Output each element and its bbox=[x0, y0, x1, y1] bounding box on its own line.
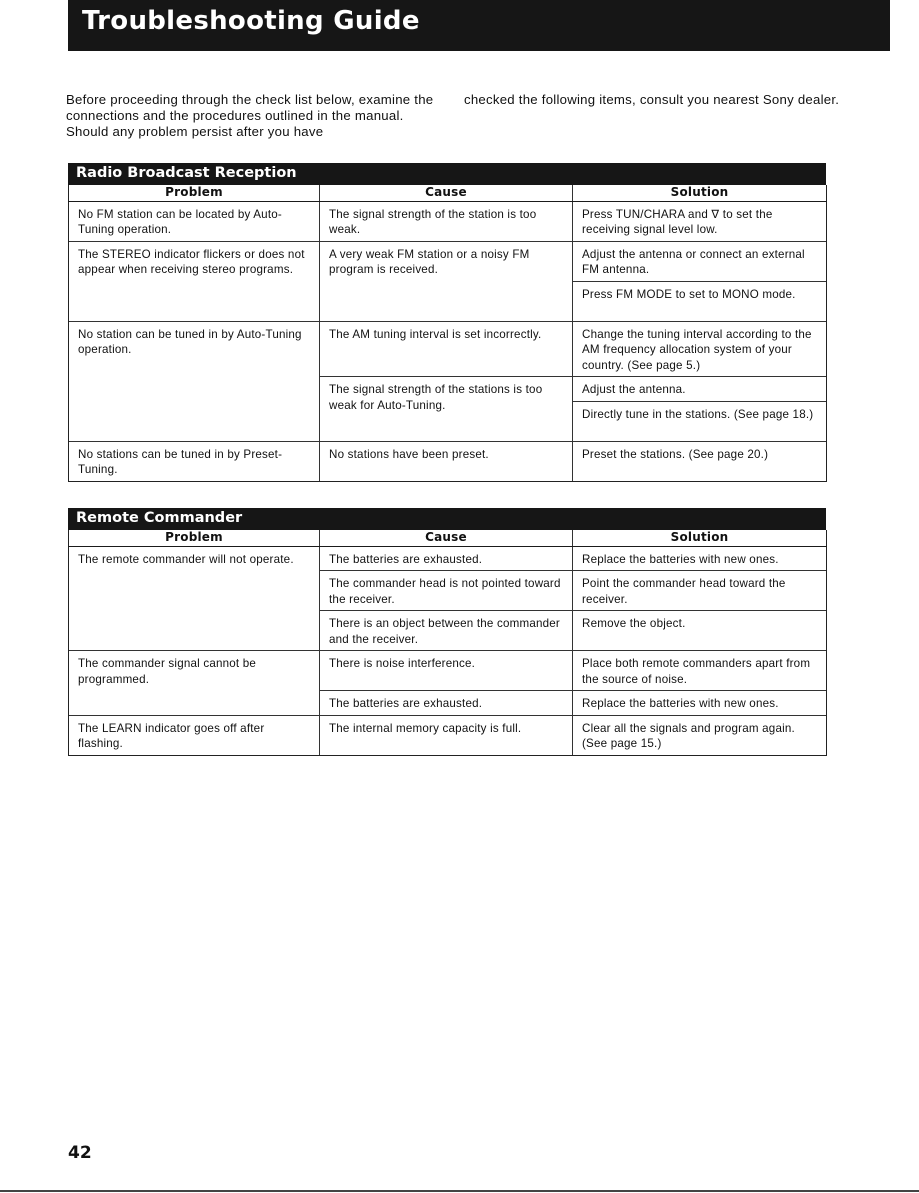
problem-cell: The commander signal cannot be programmed. bbox=[69, 651, 320, 716]
table-row bbox=[69, 651, 827, 691]
column-header-solution: Solution bbox=[573, 530, 827, 546]
title-bar bbox=[68, 0, 890, 51]
problem-cell: The STEREO indicator flickers or does not appear when receiving stereo programs. bbox=[69, 241, 320, 321]
cause-cell: There is an object between the commander and the receiver. bbox=[320, 611, 573, 651]
section-title-remote: Remote Commander bbox=[76, 510, 243, 526]
column-header-problem: Problem bbox=[69, 530, 320, 546]
section-title-radio: Radio Broadcast Reception bbox=[76, 165, 297, 181]
column-header-solution: Solution bbox=[573, 185, 827, 201]
solution-cell: Press TUN/CHARA and ∇ to set the receiving signal level low. bbox=[573, 201, 827, 241]
cause-cell: The signal strength of the station is too weak. bbox=[320, 201, 573, 241]
section-header-remote bbox=[68, 508, 826, 530]
solution-cell: Adjust the antenna. bbox=[573, 377, 827, 402]
solution-cell: Place both remote commanders apart from the source of noise. bbox=[573, 651, 827, 691]
solution-cell: Change the tuning interval according to the AM frequency allocation system of your country. (See page 5.) bbox=[573, 321, 827, 377]
intro-text-right: checked the following items, consult you nearest Sony dealer. bbox=[464, 92, 840, 107]
page-number: 42 bbox=[68, 1143, 92, 1163]
solution-cell: Press FM MODE to set to MONO mode. bbox=[573, 281, 827, 321]
solution-cell: Adjust the antenna or connect an external FM antenna. bbox=[573, 241, 827, 281]
table-header-row bbox=[69, 185, 827, 201]
problem-cell: The LEARN indicator goes off after flashing. bbox=[69, 715, 320, 755]
page-title: Troubleshooting Guide bbox=[82, 6, 420, 36]
cause-cell: A very weak FM station or a noisy FM program is received. bbox=[320, 241, 573, 321]
table-row bbox=[69, 546, 827, 571]
cause-cell: No stations have been preset. bbox=[320, 441, 573, 481]
cause-cell: The AM tuning interval is set incorrectly. bbox=[320, 321, 573, 377]
section-header-radio bbox=[68, 163, 826, 185]
bottom-rule bbox=[0, 1190, 919, 1192]
radio-troubleshooting-table bbox=[68, 185, 827, 482]
column-header-problem: Problem bbox=[69, 185, 320, 201]
problem-cell: No station can be tuned in by Auto-Tuning operation. bbox=[69, 321, 320, 441]
solution-cell: Clear all the signals and program again. (See page 15.) bbox=[573, 715, 827, 755]
problem-cell: The remote commander will not operate. bbox=[69, 546, 320, 651]
cause-cell: The batteries are exhausted. bbox=[320, 546, 573, 571]
intro-text-left: Before proceeding through the check list below, examine the connections and the procedures outlined in the manual. Should any problem persist after you have bbox=[66, 92, 434, 139]
cause-cell: The internal memory capacity is full. bbox=[320, 715, 573, 755]
solution-cell: Point the commander head toward the receiver. bbox=[573, 571, 827, 611]
solution-cell: Preset the stations. (See page 20.) bbox=[573, 441, 827, 481]
cause-cell: There is noise interference. bbox=[320, 651, 573, 691]
solution-cell: Replace the batteries with new ones. bbox=[573, 691, 827, 716]
table-row bbox=[69, 441, 827, 481]
solution-cell: Directly tune in the stations. (See page 18.) bbox=[573, 401, 827, 441]
problem-cell: No stations can be tuned in by Preset-Tuning. bbox=[69, 441, 320, 481]
table-row bbox=[69, 201, 827, 241]
problem-cell: No FM station can be located by Auto-Tuning operation. bbox=[69, 201, 320, 241]
solution-cell: Remove the object. bbox=[573, 611, 827, 651]
cause-cell: The batteries are exhausted. bbox=[320, 691, 573, 716]
table-row bbox=[69, 321, 827, 377]
table-header-row bbox=[69, 530, 827, 546]
table-row bbox=[69, 715, 827, 755]
cause-cell: The signal strength of the stations is too weak for Auto-Tuning. bbox=[320, 377, 573, 442]
table-row bbox=[69, 241, 827, 281]
column-header-cause: Cause bbox=[320, 185, 573, 201]
column-header-cause: Cause bbox=[320, 530, 573, 546]
remote-troubleshooting-table bbox=[68, 530, 827, 756]
solution-cell: Replace the batteries with new ones. bbox=[573, 546, 827, 571]
cause-cell: The commander head is not pointed toward the receiver. bbox=[320, 571, 573, 611]
